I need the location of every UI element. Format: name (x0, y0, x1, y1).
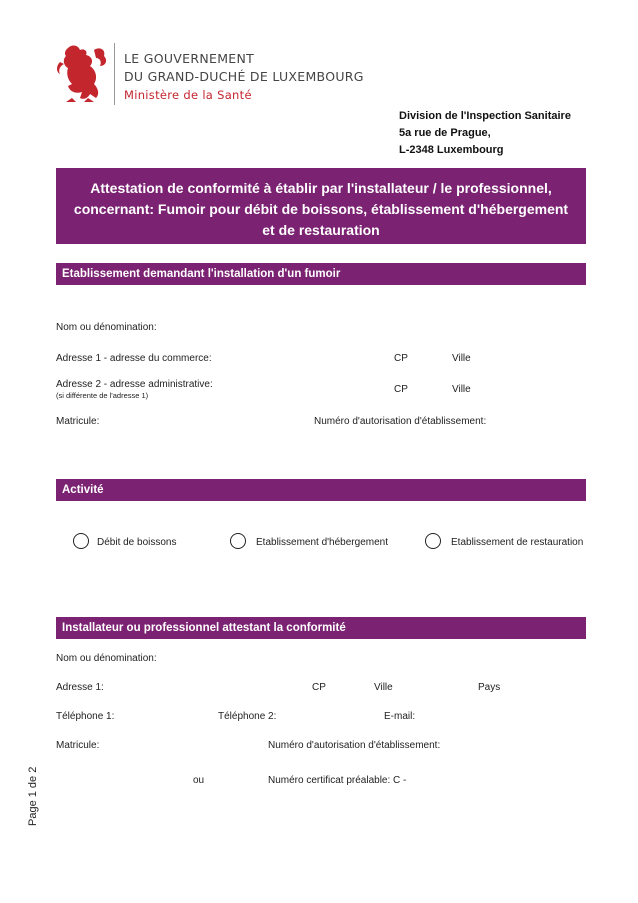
phone2-label: Téléphone 2: (218, 711, 277, 722)
address1-cp-label: CP (394, 353, 408, 364)
section-installer-heading: Installateur ou professionnel attestant la conformité (56, 617, 586, 639)
option-hebergement-label: Etablissement d'hébergement (256, 537, 388, 548)
option-debit-boissons-label: Débit de boissons (97, 537, 177, 548)
division-street: 5a rue de Prague, (399, 127, 491, 139)
installer-city-label: Ville (374, 682, 393, 693)
address2-cp-label: CP (394, 384, 408, 395)
title-line-3: et de restauration (262, 222, 380, 238)
matricule-label: Matricule: (56, 416, 100, 427)
installer-country-label: Pays (478, 682, 501, 693)
ministry-name: Ministère de la Santé (124, 88, 252, 102)
radio-hebergement[interactable] (230, 533, 246, 549)
installer-name-label: Nom ou dénomination: (56, 653, 157, 664)
installer-authorisation-label: Numéro d'autorisation d'établissement: (268, 740, 441, 751)
installer-cp-label: CP (312, 682, 326, 693)
government-line-1: LE GOUVERNEMENT (124, 51, 255, 66)
certificate-number-label: Numéro certificat préalable: C - (268, 775, 407, 786)
form-title (56, 168, 586, 244)
government-line-2: DU GRAND-DUCHÉ DE LUXEMBOURG (124, 69, 364, 84)
option-restauration-label: Etablissement de restauration (451, 537, 584, 548)
email-label: E-mail: (384, 711, 416, 722)
phone1-label: Téléphone 1: (56, 711, 115, 722)
section-establishment-heading: Etablissement demandant l'installation d'un fumoir (56, 263, 586, 285)
installer-address-label: Adresse 1: (56, 682, 104, 693)
section-activity-heading: Activité (56, 479, 586, 501)
title-line-2: concernant: Fumoir pour débit de boissons, établissement d'hébergement (73, 201, 569, 217)
header-divider (114, 43, 115, 105)
address2-city-label: Ville (452, 384, 471, 395)
address1-city-label: Ville (452, 353, 471, 364)
installer-matricule-label: Matricule: (56, 740, 100, 751)
or-label: ou (193, 775, 205, 786)
radio-debit-boissons[interactable] (73, 533, 89, 549)
division-city: L-2348 Luxembourg (399, 144, 504, 156)
establishment-name-label: Nom ou dénomination: (56, 322, 157, 333)
title-line-1: Attestation de conformité à établir par l'installateur / le professionnel, (90, 180, 552, 196)
red-lion-icon (54, 42, 110, 104)
page-indicator: Page 1 de 2 (27, 766, 39, 826)
address1-label: Adresse 1 - adresse du commerce: (56, 353, 212, 364)
authorisation-number-label: Numéro d'autorisation d'établissement: (314, 416, 487, 427)
address2-label: Adresse 2 - adresse administrative: (56, 379, 213, 390)
address2-note: (si différente de l'adresse 1) (56, 391, 149, 400)
division-name: Division de l'Inspection Sanitaire (399, 110, 571, 122)
radio-restauration[interactable] (425, 533, 441, 549)
